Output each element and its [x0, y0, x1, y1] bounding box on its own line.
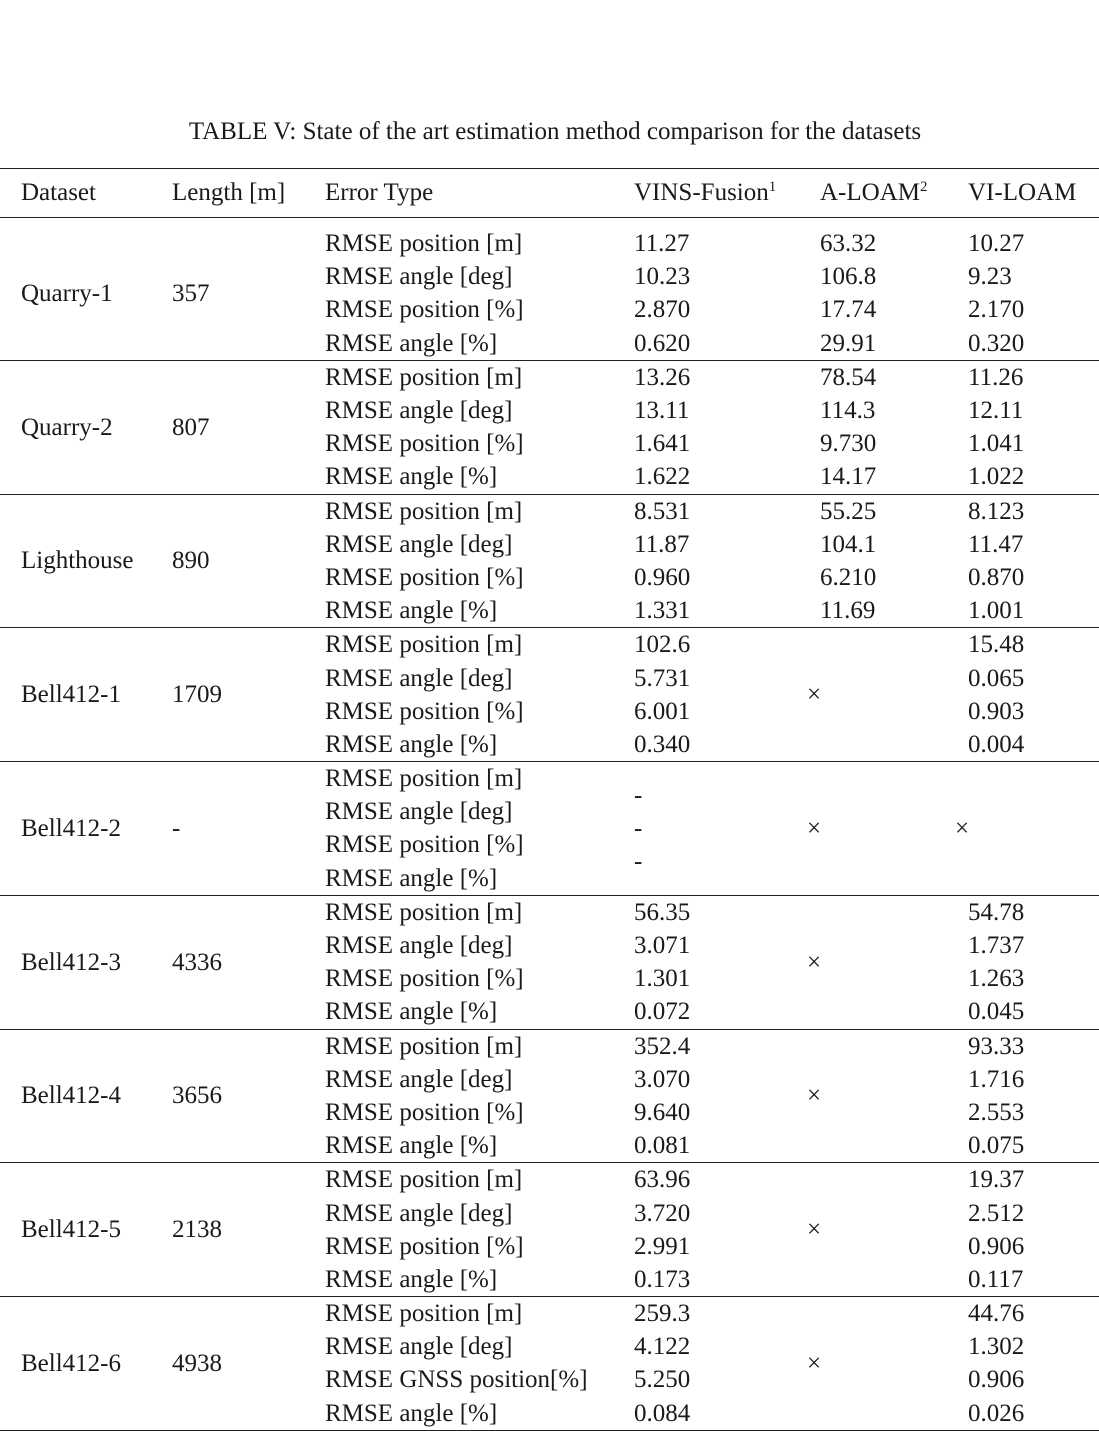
error-type-cell: RMSE position [m]	[325, 898, 523, 926]
header-vins-fusion	[613, 169, 799, 218]
vins-fusion-dash: -	[634, 847, 643, 875]
dataset-cell: Quarry-1	[21, 279, 113, 307]
dataset-cell: Bell412-5	[21, 1216, 121, 1244]
dataset-cell: Bell412-3	[21, 948, 121, 976]
a-loam-failed-cell: ×	[807, 681, 822, 709]
footnote-marker-2: 2	[920, 179, 928, 195]
error-type-cell: RMSE angle [deg]	[325, 530, 513, 558]
header-vins-label: VINS-Fusion	[634, 179, 769, 206]
vins-fusion-cell: 0.081	[634, 1132, 691, 1160]
dataset-group	[0, 1163, 1099, 1297]
length-cell: 1709	[172, 681, 222, 709]
error-type-cell: RMSE position [m]	[325, 497, 523, 525]
vi-loam-cell: 2.512	[968, 1199, 1025, 1227]
error-type-cell: RMSE angle [deg]	[325, 263, 513, 291]
error-type-cell: RMSE position [%]	[325, 1098, 524, 1126]
length-cell: -	[172, 814, 181, 842]
vi-loam-cell: 0.906	[968, 1366, 1025, 1394]
a-loam-cell: 11.69	[820, 597, 876, 625]
vins-fusion-cell: 2.870	[634, 296, 691, 324]
error-type-cell: RMSE position [m]	[325, 1166, 523, 1194]
vi-loam-cell: 0.870	[968, 563, 1025, 591]
vins-fusion-cell: 5.731	[634, 664, 691, 692]
dataset-cell: Bell412-2	[21, 814, 121, 842]
length-cell: 807	[172, 413, 210, 441]
table-row	[0, 494, 1099, 528]
error-type-cell: RMSE position [%]	[325, 1232, 524, 1260]
vi-loam-cell: 0.903	[968, 697, 1025, 725]
vins-fusion-cell: 4.122	[634, 1333, 691, 1361]
error-type-cell: RMSE position [%]	[325, 697, 524, 725]
vins-fusion-merged-cell	[613, 762, 799, 896]
dataset-group	[0, 360, 1099, 494]
vi-loam-cell: 10.27	[968, 230, 1025, 258]
length-cell: 4336	[172, 948, 222, 976]
a-loam-cell: 14.17	[820, 463, 877, 491]
vi-loam-cell: 0.004	[968, 730, 1025, 758]
dataset-group	[0, 494, 1099, 628]
error-type-cell: RMSE position [%]	[325, 563, 524, 591]
error-type-cell: RMSE position [m]	[325, 230, 523, 258]
vi-loam-cell: 0.906	[968, 1232, 1025, 1260]
a-loam-cell: 78.54	[820, 363, 877, 391]
error-type-cell: RMSE position [%]	[325, 296, 524, 324]
table-caption: TABLE V: State of the art estimation method comparison for the datasets	[188, 118, 922, 145]
dataset-cell: Bell412-1	[21, 681, 121, 709]
table-row	[0, 1029, 1099, 1063]
vins-fusion-cell: 0.340	[634, 730, 691, 758]
vi-loam-cell: 9.23	[968, 263, 1012, 291]
error-type-cell: RMSE angle [%]	[325, 998, 498, 1026]
vi-loam-cell: 1.737	[968, 932, 1025, 960]
footnote-marker-1: 1	[768, 179, 777, 195]
table-row	[0, 218, 1099, 261]
header-error-type: Error Type	[304, 169, 613, 218]
vi-loam-cell: 0.045	[968, 998, 1025, 1026]
vi-loam-failed-cell: ×	[955, 814, 970, 842]
error-type-cell: RMSE angle [%]	[325, 1399, 498, 1427]
length-cell: 2138	[172, 1216, 222, 1244]
vi-loam-cell: 11.47	[968, 530, 1024, 558]
header-row	[0, 169, 1099, 218]
vins-fusion-cell: 5.250	[634, 1366, 691, 1394]
table-row	[0, 895, 1099, 929]
table-row	[0, 1297, 1099, 1331]
error-type-cell: RMSE position [%]	[325, 831, 524, 859]
a-loam-failed-cell: ×	[807, 1349, 822, 1377]
vins-fusion-cell: 1.301	[634, 965, 691, 993]
dataset-cell: Quarry-2	[21, 413, 113, 441]
a-loam-cell: 114.3	[820, 397, 876, 425]
vins-fusion-cell: 0.960	[634, 563, 691, 591]
length-cell: 3656	[172, 1082, 222, 1110]
header-dataset: Dataset	[0, 169, 151, 218]
a-loam-failed-cell: ×	[807, 1216, 822, 1244]
vins-fusion-cell: 8.531	[634, 497, 691, 525]
vins-fusion-cell: 3.720	[634, 1199, 691, 1227]
vins-fusion-cell: 1.622	[634, 463, 691, 491]
a-loam-cell: 9.730	[820, 430, 877, 458]
vins-fusion-cell: 0.620	[634, 329, 691, 357]
error-type-cell: RMSE position [m]	[325, 1032, 523, 1060]
error-type-cell: RMSE position [m]	[325, 363, 523, 391]
error-type-cell: RMSE angle [%]	[325, 597, 498, 625]
a-loam-failed-cell: ×	[807, 814, 822, 842]
vi-loam-cell: 0.117	[968, 1265, 1024, 1293]
error-type-cell: RMSE angle [%]	[325, 1132, 498, 1160]
error-type-cell: RMSE angle [deg]	[325, 397, 513, 425]
error-type-cell: RMSE angle [%]	[325, 463, 498, 491]
vi-loam-cell: 1.263	[968, 965, 1025, 993]
a-loam-cell: 104.1	[820, 530, 877, 558]
dataset-group	[0, 628, 1099, 762]
dataset-group	[0, 895, 1099, 1029]
dataset-group	[0, 1297, 1099, 1431]
error-type-cell: RMSE angle [deg]	[325, 1333, 513, 1361]
vins-fusion-cell: 63.96	[634, 1166, 691, 1194]
a-loam-failed-cell: ×	[807, 1082, 822, 1110]
a-loam-cell: 17.74	[820, 296, 877, 324]
vins-fusion-cell: 11.27	[634, 230, 690, 258]
vi-loam-cell: 0.026	[968, 1399, 1025, 1427]
a-loam-failed-cell: ×	[807, 948, 822, 976]
vi-loam-cell: 2.170	[968, 296, 1025, 324]
vi-loam-cell: 1.716	[968, 1065, 1025, 1093]
a-loam-cell: 63.32	[820, 230, 877, 258]
vins-fusion-cell: 352.4	[634, 1032, 691, 1060]
vins-fusion-cell: 259.3	[634, 1300, 691, 1328]
table-row	[0, 1163, 1099, 1197]
length-cell: 890	[172, 547, 210, 575]
table-row	[0, 360, 1099, 394]
vins-fusion-cell: 1.641	[634, 430, 691, 458]
dataset-cell: Bell412-4	[21, 1082, 121, 1110]
error-type-cell: RMSE angle [deg]	[325, 664, 513, 692]
error-type-cell: RMSE angle [%]	[325, 329, 498, 357]
error-type-cell: RMSE angle [deg]	[325, 798, 513, 826]
vins-fusion-cell: 9.640	[634, 1098, 691, 1126]
vi-loam-cell: 44.76	[968, 1300, 1025, 1328]
error-type-cell: RMSE angle [deg]	[325, 1199, 513, 1227]
vins-fusion-cell: 0.084	[634, 1399, 691, 1427]
a-loam-cell: 6.210	[820, 563, 877, 591]
vins-fusion-cell: 10.23	[634, 263, 691, 291]
error-type-cell: RMSE GNSS position[%]	[325, 1366, 588, 1394]
vins-fusion-cell: 13.26	[634, 363, 691, 391]
vins-fusion-cell: 0.072	[634, 998, 691, 1026]
vins-fusion-cell: 3.071	[634, 932, 691, 960]
header-a-loam	[799, 169, 947, 218]
a-loam-cell: 29.91	[820, 329, 877, 357]
vi-loam-cell: 8.123	[968, 497, 1025, 525]
error-type-cell: RMSE angle [%]	[325, 730, 498, 758]
dataset-group	[0, 762, 1099, 896]
error-type-cell: RMSE angle [deg]	[325, 932, 513, 960]
error-type-cell: RMSE angle [%]	[325, 1265, 498, 1293]
error-type-cell: RMSE angle [%]	[325, 864, 498, 892]
vi-loam-cell: 0.075	[968, 1132, 1025, 1160]
error-type-cell: RMSE position [m]	[325, 1300, 523, 1328]
error-type-cell: RMSE angle [deg]	[325, 1065, 513, 1093]
vi-loam-cell: 93.33	[968, 1032, 1025, 1060]
a-loam-cell: 106.8	[820, 263, 877, 291]
comparison-table	[0, 168, 1099, 1431]
vi-loam-cell: 11.26	[968, 363, 1024, 391]
vins-fusion-cell: 13.11	[634, 397, 690, 425]
vi-loam-cell: 54.78	[968, 898, 1025, 926]
vi-loam-cell: 15.48	[968, 631, 1025, 659]
dataset-cell: Lighthouse	[21, 547, 134, 575]
vi-loam-cell: 1.041	[968, 430, 1025, 458]
vins-fusion-cell: 0.173	[634, 1265, 691, 1293]
vi-loam-cell: 12.11	[968, 397, 1024, 425]
error-type-cell: RMSE position [%]	[325, 430, 524, 458]
header-length: Length [m]	[151, 169, 304, 218]
error-type-cell: RMSE position [%]	[325, 965, 524, 993]
vi-loam-cell: 0.065	[968, 664, 1025, 692]
error-type-cell: RMSE position [m]	[325, 765, 523, 793]
table-row	[0, 628, 1099, 662]
header-vi-loam: VI-LOAM	[947, 169, 1099, 218]
vins-fusion-cell: 2.991	[634, 1232, 691, 1260]
length-cell: 357	[172, 279, 210, 307]
vins-fusion-cell: 1.331	[634, 597, 691, 625]
vi-loam-cell: 0.320	[968, 329, 1025, 357]
vins-fusion-dash: -	[634, 814, 643, 842]
dataset-cell: Bell412-6	[21, 1349, 121, 1377]
vins-fusion-dash: -	[634, 781, 643, 809]
header-aloam-label: A-LOAM	[820, 179, 920, 206]
table-row	[0, 762, 1099, 796]
vi-loam-cell: 1.022	[968, 463, 1025, 491]
vins-fusion-cell: 11.87	[634, 530, 690, 558]
vi-loam-cell: 19.37	[968, 1166, 1025, 1194]
vins-fusion-cell: 3.070	[634, 1065, 691, 1093]
vi-loam-cell: 2.553	[968, 1098, 1025, 1126]
vi-loam-cell: 1.001	[968, 597, 1025, 625]
vins-fusion-cell: 102.6	[634, 631, 691, 659]
dataset-group	[0, 1029, 1099, 1163]
vi-loam-cell: 1.302	[968, 1333, 1025, 1361]
vins-fusion-cell: 6.001	[634, 697, 691, 725]
dataset-group	[0, 218, 1099, 361]
error-type-cell: RMSE position [m]	[325, 631, 523, 659]
vins-fusion-cell: 56.35	[634, 898, 691, 926]
length-cell: 4938	[172, 1349, 222, 1377]
a-loam-cell: 55.25	[820, 497, 877, 525]
